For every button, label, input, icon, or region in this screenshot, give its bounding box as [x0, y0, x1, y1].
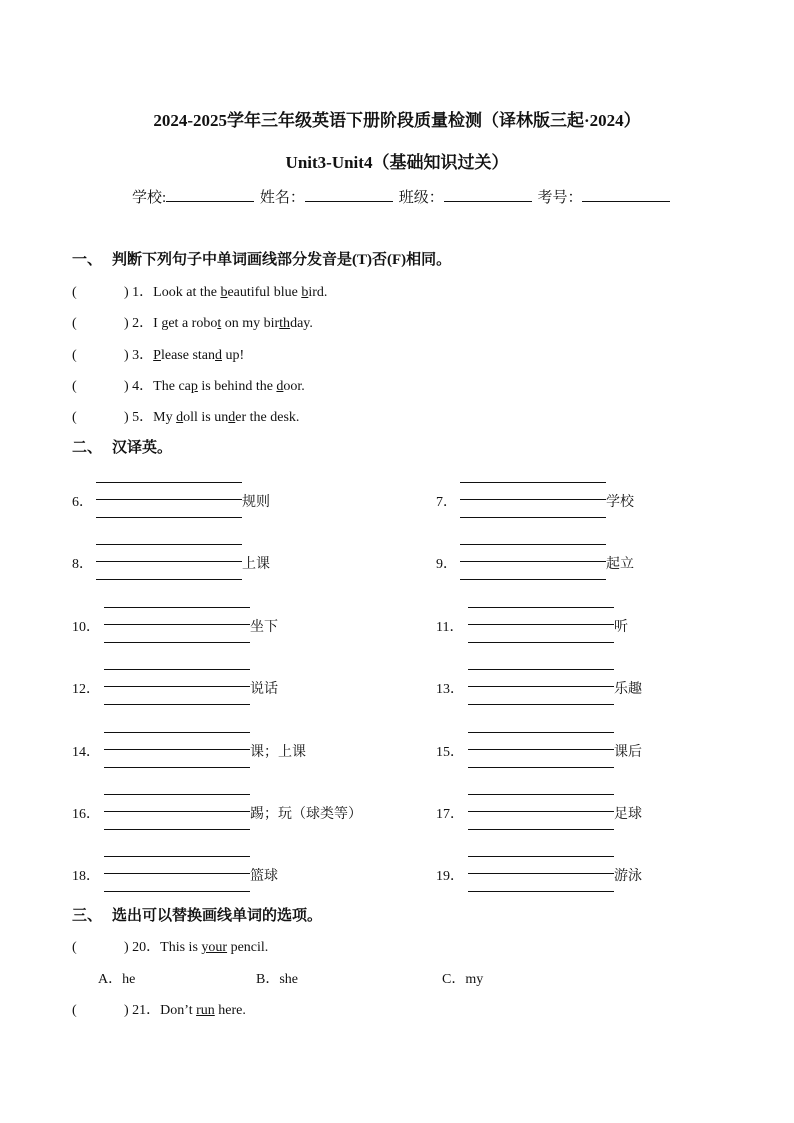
chinese-prompt: 游泳	[614, 869, 642, 884]
answer-paren[interactable]: (	[72, 940, 77, 955]
translation-item	[72, 741, 372, 761]
item-number: 7．	[436, 495, 457, 510]
answer-line[interactable]	[460, 561, 606, 562]
answer-line[interactable]	[468, 704, 614, 705]
question-1: ( ) 1．Look at the beautiful blue bird.	[72, 285, 328, 300]
answer-line[interactable]	[468, 873, 614, 874]
item-number: 11．	[436, 620, 464, 635]
answer-line[interactable]	[104, 642, 250, 643]
name-blank[interactable]	[305, 187, 393, 202]
answer-line[interactable]	[468, 624, 614, 625]
class-label: 班级：	[398, 190, 444, 206]
answer-paren[interactable]: (	[72, 410, 77, 425]
translation-item	[436, 865, 736, 885]
translation-item	[436, 678, 736, 698]
name-label: 姓名：	[259, 190, 305, 206]
chinese-prompt: 学校	[606, 495, 634, 510]
translation-item	[72, 865, 372, 885]
answer-line[interactable]	[96, 517, 242, 518]
item-number: 19．	[436, 869, 464, 884]
answer-line[interactable]	[96, 579, 242, 580]
chinese-prompt: 篮球	[250, 869, 278, 884]
item-number: 13．	[436, 682, 464, 697]
answer-line[interactable]	[468, 607, 614, 608]
question-4: ( ) 4．The cap is behind the door.	[72, 379, 305, 394]
answer-line[interactable]	[468, 794, 614, 795]
answer-line[interactable]	[468, 829, 614, 830]
answer-line[interactable]	[460, 482, 606, 483]
answer-paren[interactable]: (	[72, 1003, 77, 1018]
item-number: 16．	[72, 807, 100, 822]
answer-paren[interactable]: (	[72, 348, 77, 363]
class-blank[interactable]	[444, 187, 532, 202]
answer-line[interactable]	[460, 499, 606, 500]
chinese-prompt: 规则	[242, 495, 270, 510]
option-a[interactable]: A．he	[98, 972, 136, 987]
section-1-heading: 一、 判断下列句子中单词画线部分发音是(T)否(F)相同。	[72, 252, 452, 268]
answer-line[interactable]	[104, 873, 250, 874]
chinese-prompt: 课；上课	[250, 745, 306, 760]
chinese-prompt: 说话	[250, 682, 278, 697]
chinese-prompt: 坐下	[250, 620, 278, 635]
answer-line[interactable]	[468, 749, 614, 750]
answer-line[interactable]	[468, 686, 614, 687]
translation-item	[436, 616, 736, 636]
answer-line[interactable]	[104, 829, 250, 830]
question-2: ( ) 2．I get a robot on my birthday.	[72, 316, 313, 331]
translation-item	[436, 553, 736, 573]
question-20: ( ) 20．This is your pencil.	[72, 940, 269, 955]
answer-line[interactable]	[104, 749, 250, 750]
section-3-heading: 三、 选出可以替换画线单词的选项。	[72, 908, 323, 924]
answer-line[interactable]	[96, 561, 242, 562]
chinese-prompt: 起立	[606, 557, 634, 572]
item-number: 12．	[72, 682, 100, 697]
exam-number-label: 考号：	[537, 190, 583, 206]
answer-line[interactable]	[460, 517, 606, 518]
school-blank[interactable]	[166, 187, 254, 202]
school-label: 学校:	[132, 190, 167, 206]
exam-title: 2024-2025学年三年级英语下册阶段质量检测（译林版三起·2024）	[153, 111, 641, 130]
answer-line[interactable]	[460, 544, 606, 545]
answer-paren[interactable]: (	[72, 379, 77, 394]
item-number: 17．	[436, 807, 464, 822]
answer-line[interactable]	[104, 686, 250, 687]
item-number: 14．	[72, 745, 100, 760]
answer-line[interactable]	[104, 767, 250, 768]
exam-subtitle: Unit3-Unit4（基础知识过关）	[285, 153, 509, 172]
question-5: ( ) 5．My doll is under the desk.	[72, 410, 300, 425]
chinese-prompt: 乐趣	[614, 682, 642, 697]
answer-line[interactable]	[96, 544, 242, 545]
translation-item	[436, 741, 736, 761]
question-21: ( ) 21．Don’t run here.	[72, 1003, 246, 1018]
answer-line[interactable]	[104, 669, 250, 670]
answer-line[interactable]	[468, 642, 614, 643]
translation-item	[72, 553, 372, 573]
answer-paren[interactable]: (	[72, 285, 77, 300]
answer-line[interactable]	[104, 732, 250, 733]
option-c[interactable]: C．my	[442, 972, 484, 987]
answer-line[interactable]	[104, 624, 250, 625]
translation-item	[72, 616, 372, 636]
translation-item	[72, 678, 372, 698]
answer-line[interactable]	[104, 856, 250, 857]
item-number: 9．	[436, 557, 457, 572]
answer-line[interactable]	[468, 891, 614, 892]
option-b[interactable]: B．she	[256, 972, 298, 987]
answer-line[interactable]	[96, 482, 242, 483]
item-number: 18．	[72, 869, 100, 884]
translation-item	[72, 491, 372, 511]
answer-line[interactable]	[468, 732, 614, 733]
answer-paren[interactable]: (	[72, 316, 77, 331]
answer-line[interactable]	[468, 856, 614, 857]
answer-line[interactable]	[104, 891, 250, 892]
answer-line[interactable]	[104, 811, 250, 812]
item-number: 6．	[72, 495, 93, 510]
translation-item	[72, 803, 372, 823]
chinese-prompt: 踢；玩（球类等）	[250, 807, 362, 822]
exam-number-blank[interactable]	[582, 187, 670, 202]
item-number: 10．	[72, 620, 100, 635]
answer-line[interactable]	[468, 669, 614, 670]
answer-line[interactable]	[468, 767, 614, 768]
answer-line[interactable]	[104, 704, 250, 705]
item-number: 15．	[436, 745, 464, 760]
section-2-heading: 二、 汉译英。	[72, 440, 173, 456]
student-info-row	[132, 186, 672, 207]
chinese-prompt: 听	[614, 620, 628, 635]
chinese-prompt: 上课	[242, 557, 270, 572]
answer-line[interactable]	[468, 811, 614, 812]
answer-line[interactable]	[104, 794, 250, 795]
item-number: 8．	[72, 557, 93, 572]
chinese-prompt: 足球	[614, 807, 642, 822]
answer-line[interactable]	[104, 607, 250, 608]
answer-line[interactable]	[460, 579, 606, 580]
translation-item	[436, 803, 736, 823]
chinese-prompt: 课后	[614, 745, 642, 760]
question-3: ( ) 3．Please stand up!	[72, 348, 245, 363]
translation-item	[436, 491, 736, 511]
answer-line[interactable]	[96, 499, 242, 500]
